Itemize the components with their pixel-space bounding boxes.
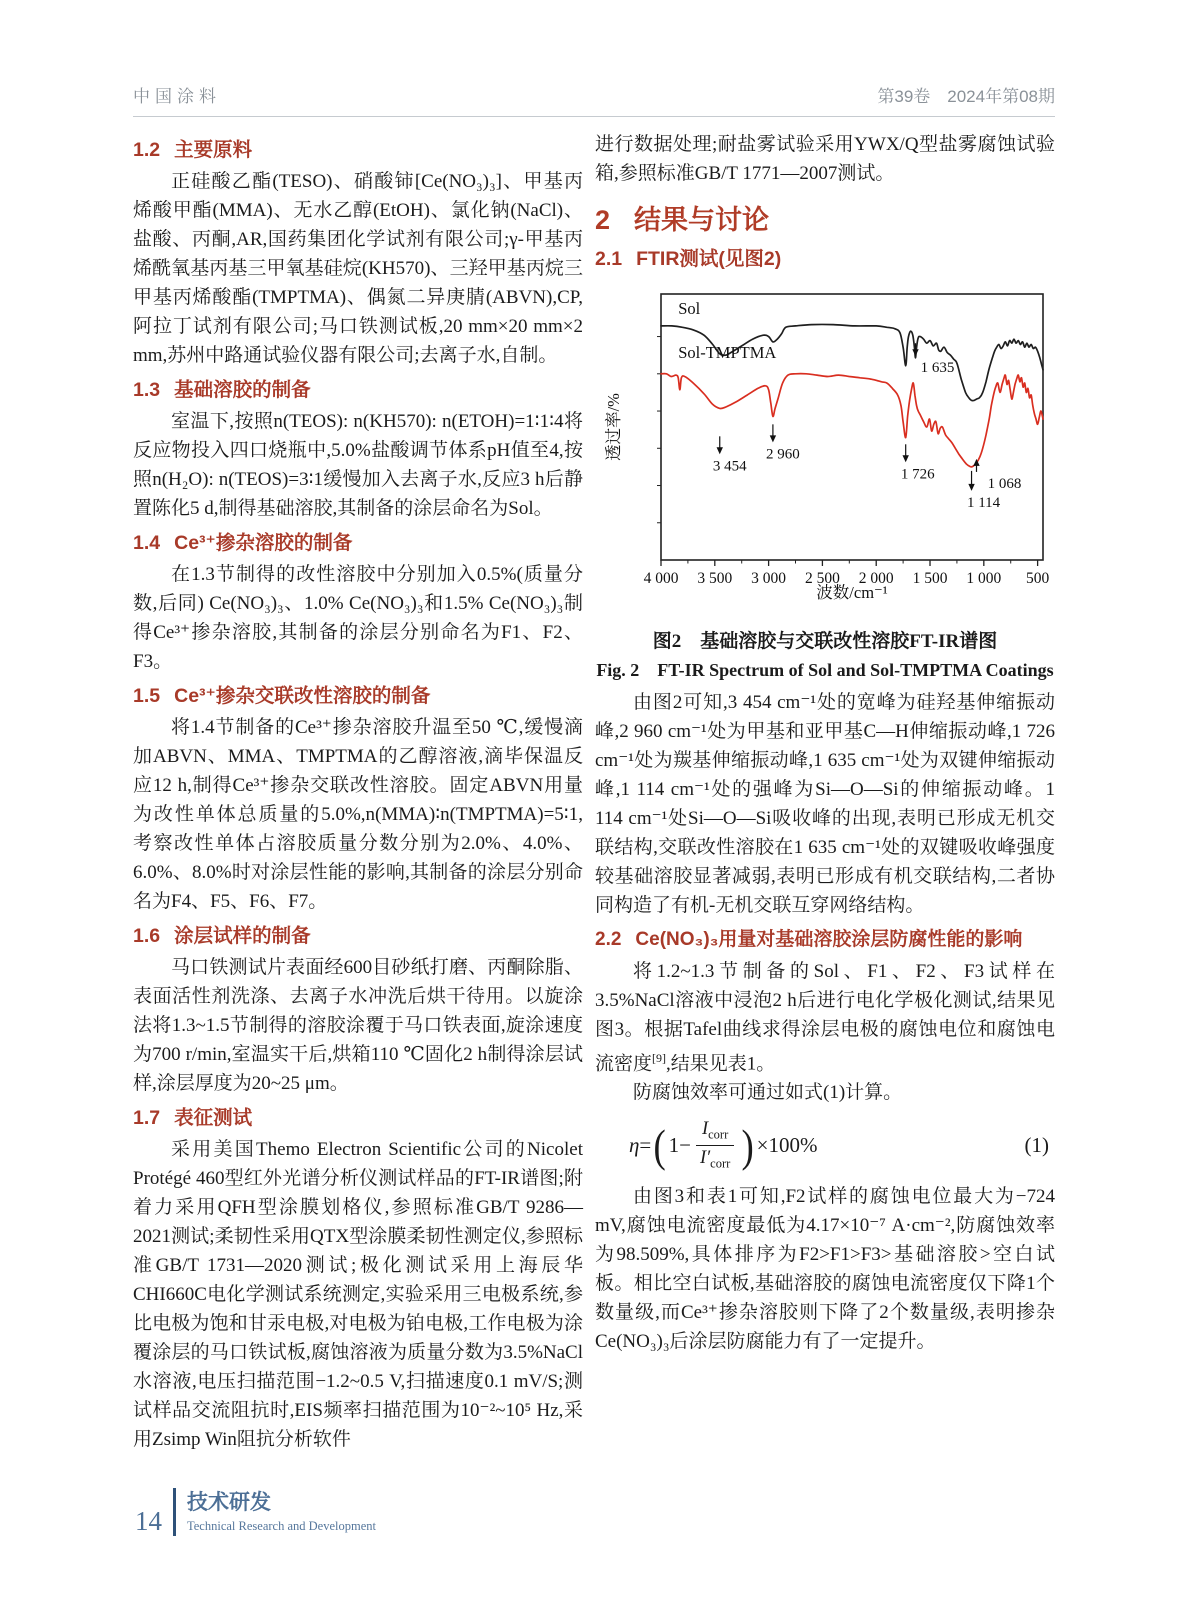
section-number: 2 [595,205,611,235]
svg-text:3 500: 3 500 [697,570,733,587]
section-heading-2-2 [595,927,1055,953]
svg-text:4 000: 4 000 [643,570,679,587]
ftir-spectrum-chart [599,280,1051,620]
electrochemistry-paragraph [595,957,1055,1078]
page-header [133,82,1055,117]
section-title: 表征测试 [174,1107,253,1129]
figure-discussion-paragraph: 由图2可知,3 454 cm⁻¹处的宽峰为硅羟基伸缩振动峰,2 960 cm⁻¹处为甲基和亚甲基C—H伸缩振动峰,1 726 cm⁻¹处为羰基伸缩振动峰,1 635 cm⁻¹处为双键伸缩振动峰,1 114 cm⁻¹处的强峰为Si—O—Si的伸缩振动峰。1 114 cm⁻¹处Si—O—Si吸收峰的出现,表明已形成无机交联结构,交联改性溶胶在1 635 cm⁻¹处的双键吸收峰强度较基础溶胶显著减弱,表明已形成有机交联结构,二者协同构造了有机-无机交联互穿网络结构。 [595,692,1055,916]
left-column [133,130,583,1454]
citation-9: [9] [652,1051,667,1065]
section-title: 基础溶胶的制备 [174,379,311,401]
section-heading-2 [595,204,1055,236]
section-title: 结果与讨论 [634,205,770,235]
eq-i-prime-corr: I′ [699,1148,711,1169]
continuation-paragraph: 进行数据处理;耐盐雾试验采用YWX/Q型盐雾腐蚀试验箱,参照标准GB/T 1771—2007测试。 [595,134,1055,184]
svg-text:3 000: 3 000 [751,570,787,587]
eq-one-minus: 1− [668,1133,691,1158]
conclusion-paragraph: 由图3和表1可知,F2试样的腐蚀电位最大为−724 mV,腐蚀电流密度最低为4.17×10⁻⁷ A·cm⁻²,防腐蚀效率为98.509%,具体排序为F2>F1>F3>基础溶胶>空白试板。相比空白试板,基础溶胶的腐蚀电流密度仅下降1个数量级,而Ce³⁺掺杂溶胶则下降了2个数量级,表明掺杂Ce(NO₃)₃后涂层防腐能力有了一定提升。 [595,1185,1055,1352]
section-body-1-7: 采用美国Themo Electron Scientific公司的Nicolet Protégé 460型红外光谱分析仪测试样品的FT-IR谱图;附着力采用QFH型涂膜划格仪,参照标准GB/T 9286—2021测试;柔韧性采用QTX型涂膜柔韧性测定仪,参照标准GB/T 1731—2020测试;极化测试采用上海辰华CHI660C电化学测试系统测定,实验采用三电极系统,参比电极为饱和甘汞电极,对电极为铂电极,工作电极为涂覆涂层的马口铁试板,腐蚀溶液为质量分数为3.5%NaCl水溶液,电压扫描范围−1.2~0.5 V,扫描速度0.1 mV/S;测试样品交流阻抗时,EIS频率扫描范围为10⁻²~10⁵ Hz,采用Zsimp Win阻抗分析软件 [133,1139,583,1450]
section-heading-1-5 [133,683,583,709]
paragraph-text: ,结果见表1。 [666,1053,776,1075]
section-number: 1.5 [133,685,161,707]
svg-text:2 500: 2 500 [804,570,840,587]
section-body-1-6: 马口铁测试片表面经600目砂纸打磨、丙酮除脂、表面活性剂洗涤、去离子水冲洗后烘干待用。以旋涂法将1.3~1.5节制得的溶胶涂覆于马口铁表面,旋涂速度为700 r/min,室温实干后,烘箱110 ℃固化2 h制得涂层试样,涂层厚度为20~25 μm。 [133,957,583,1094]
svg-text:1 000: 1 000 [966,570,1002,587]
equation-intro: 防腐蚀效率可通过如式(1)计算。 [633,1082,903,1104]
section-heading-1-3 [133,377,583,403]
section-number: 1.4 [133,532,161,554]
section-heading-1-7 [133,1105,583,1131]
section-number: 2.1 [595,248,623,270]
figure-caption-cn: 图2 基础溶胶与交联改性溶胶FT-IR谱图 [652,631,998,652]
page-body [133,130,1055,1454]
eq-times-100: ×100% [756,1133,818,1158]
figure-caption-en: Fig. 2 FT-IR Spectrum of Sol and Sol-TMPTMA Coatings [596,660,1054,680]
section-body-1-4: 在1.3节制得的改性溶胶中分别加入0.5%(质量分数,后同) Ce(NO₃)₃、1.0% Ce(NO₃)₃和1.5% Ce(NO₃)₃制得Ce³⁺掺杂溶胶,其制备的涂层分别命名为F1、F2、F3。 [133,564,583,672]
section-title: 涂层试样的制备 [174,925,311,947]
svg-text:1 068: 1 068 [987,475,1022,492]
equation-number: (1) [1024,1133,1049,1158]
page-footer [135,1488,376,1536]
svg-text:1 635: 1 635 [920,360,955,377]
section-heading-2-1 [595,246,1055,272]
svg-text:2 960: 2 960 [766,446,800,463]
section-number: 2.2 [595,929,622,950]
svg-text:Sol: Sol [678,298,701,318]
section-body-1-2: 正硅酸乙酯(TESO)、硝酸铈[Ce(NO₃)₃]、甲基丙烯酸甲酯(MMA)、无水乙醇(EtOH)、氯化钠(NaCl)、盐酸、丙酮,AR,国药集团化学试剂有限公司;γ-甲基丙烯酰氧基丙基三甲氧基硅烷(KH570)、三羟甲基丙烷三甲基丙烯酸酯(TMPTMA)、偶氮二异庚腈(ABVN),CP,阿拉丁试剂有限公司;马口铁测试板,20 mm×20 mm×2 mm,苏州中路通试验仪器有限公司;去离子水,自制。 [133,171,583,366]
section-body-1-3: 室温下,按照n(TEOS): n(KH570): n(ETOH)=1∶1∶4将反应物投入四口烧瓶中,5.0%盐酸调节体系pH值至4,按照n(H₂O): n(TEOS)=3∶1缓慢加入去离子水,反应3 h后静置陈化5 d,制得基础溶胶,其制备的涂层命名为Sol。 [133,411,583,519]
svg-text:1 114: 1 114 [966,494,1001,511]
section-heading-1-4 [133,530,583,556]
eq-denominator [696,1145,734,1172]
eq-eta: η [629,1133,640,1158]
footer-divider [173,1488,176,1536]
svg-text:2 000: 2 000 [858,570,894,587]
equation-1 [595,1119,1055,1171]
section-title: Ce(NO₃)₃用量对基础溶胶涂层防腐性能的影响 [635,929,1023,950]
svg-text:Sol-TMPTMA: Sol-TMPTMA [678,342,777,362]
eq-numerator [698,1119,732,1145]
eq-equals: = [639,1133,652,1158]
figure-2 [595,280,1055,682]
paragraph-text: 将1.2~1.3节制备的Sol、F1、F2、F3试样在3.5%NaCl溶液中浸泡2 h后进行电化学极化测试,结果见图3。根据Tafel曲线求得涂层电极的腐蚀电位和腐蚀电流密度 [595,961,1055,1075]
svg-text:1 726: 1 726 [900,466,935,483]
eq-i-corr: I [701,1119,709,1140]
svg-text:3 454: 3 454 [712,458,747,475]
svg-text:透过率/%: 透过率/% [604,393,623,461]
svg-text:1 500: 1 500 [912,570,948,587]
section-title: FTIR测试(见图2) [636,248,782,270]
issue-info: 第39卷 2024年第08期 [877,87,1055,106]
svg-text:500: 500 [1025,570,1050,587]
section-number: 1.3 [133,379,161,401]
eq-sub-corr: corr [710,1156,731,1171]
eq-sub-corr: corr [708,1128,729,1143]
right-column [595,130,1055,1454]
section-heading-1-6 [133,923,583,949]
section-number: 1.7 [133,1107,161,1129]
svg-text:波数/cm⁻¹: 波数/cm⁻¹ [816,583,888,602]
footer-section-subtitle: Technical Research and Development [187,1518,376,1533]
section-title: 主要原料 [174,139,253,161]
section-number: 1.2 [133,139,161,161]
journal-title: 中国涂料 [133,87,221,106]
eq-close-paren: ) [741,1119,755,1171]
section-heading-1-2 [133,137,583,163]
footer-section [187,1491,376,1534]
section-number: 1.6 [133,925,161,947]
eq-open-paren: ( [653,1119,667,1171]
page-number: 14 [135,1506,162,1536]
footer-section-title: 技术研发 [187,1490,271,1514]
section-title: Ce³⁺掺杂溶胶的制备 [174,532,353,554]
section-title: Ce³⁺掺杂交联改性溶胶的制备 [174,685,431,707]
section-body-1-5: 将1.4节制备的Ce³⁺掺杂溶胶升温至50 ℃,缓慢滴加ABVN、MMA、TMPTMA的乙醇溶液,滴毕保温反应12 h,制得Ce³⁺掺杂交联改性溶胶。固定ABVN用量为改性单体总质量的5.0%,n(MMA)∶n(TMPTMA)=5∶1,考察改性单体占溶胶质量分数分别为2.0%、4.0%、6.0%、8.0%时对涂层性能的影响,其制备的涂层分别命名为F4、F5、F6、F7。 [133,717,583,912]
eq-fraction [696,1119,734,1171]
